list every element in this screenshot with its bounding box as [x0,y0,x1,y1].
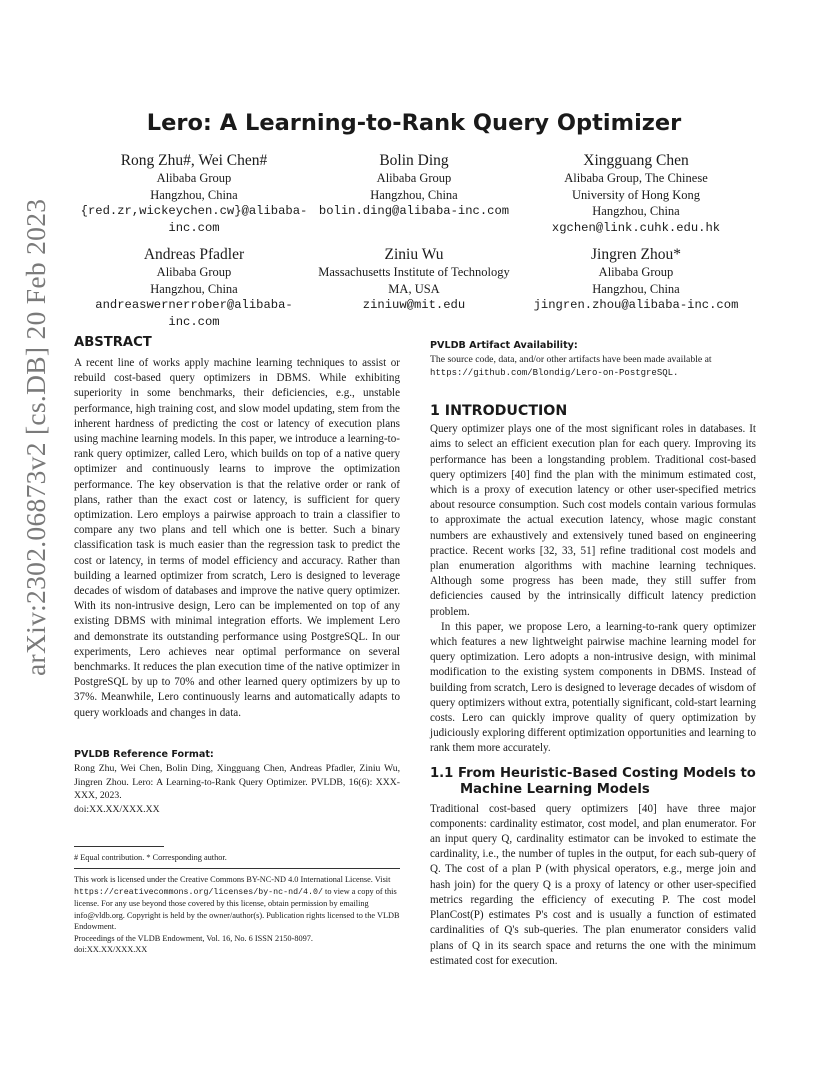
subsection-heading-line1: 1.1 From Heuristic-Based Costing Models to [430,765,756,781]
abstract-body [74,356,400,721]
license-rule [74,868,400,869]
license-doi: doi:XX.XX/XXX.XX [74,945,148,954]
reference-format-heading: PVLDB Reference Format: [74,749,214,760]
artifact-text: The source code, data, and/or other artifacts have been made available at [430,353,712,365]
author-name: Xingguang Chen [583,152,689,169]
author-email: {red.zr,wickeychen.cw}@alibaba- [80,204,308,219]
author-email: ziniuw@mit.edu [362,298,466,313]
author-email: jingren.zhou@alibaba-inc.com [533,298,739,313]
author-location: Hangzhou, China [370,187,458,202]
reference-format-doi: doi:XX.XX/XXX.XX [74,804,160,816]
artifact-availability [430,339,756,380]
introduction-section [430,404,756,969]
footnote-rule [74,846,164,847]
author-email: xgchen@link.cuhk.edu.hk [551,220,721,235]
author-email: bolin.ding@alibaba-inc.com [318,204,510,219]
author-affiliation: Alibaba Group [598,265,674,279]
author-location: Hangzhou, China [150,187,238,202]
intro-paragraph-2: In this paper, we propose Lero, a learning-to-rank query optimizer which features a new lightweight pairwise machine learning model for query optimization. Lero adopts a non-intrusive design, with minimal modification to the existing system components in DBMS. Instead of building from scratch, Lero is designed to leverage decades of wisdom of query optimizers without extra, potentially significant, cold-start learning costs. Lero can quickly improve quality of query optimization by judiciously exploring different optimization opportunities and learning to rank them more accurately. [430,620,756,755]
artifact-heading: PVLDB Artifact Availability: [430,340,578,351]
intro-paragraph-1: Query optimizer plays one of the most significant roles in databases. It aims to select an efficient execution plan for each query. Improving its performance has been a longstanding problem. Traditional cost-based query optimizers [40] find the plan with the minimum estimated cost, which is a proxy of execution latency or other user-specified metrics about resource consumption. Such cost models contain various formulas to approximate the actual execution latency, whose magic constant numbers are exhaustively and extensively tuned based on engineering practice. Recent works [32, 33, 51] refine traditional cost models and plan enumeration algorithms with machine learning techniques. Although some progress has been made, they still suffer from deficiencies caused by the intrinsically difficult latency prediction problem. [430,423,756,618]
abstract-text: A recent line of works apply machine learning techniques to assist or rebuild cost-based query optimizers in DBMS. While exhibiting superiority in some benchmarks, their deficiencies, e.g., unstable performance, high training cost, and slow model updating, stem from the inherent hardness of predicting the cost or latency of execution plans using machine learning models. In this paper, we introduce a learning-to-rank query optimizer, called Lero, which builds on top of a native query optimizer and continuously learns to improve the optimization performance. The key observation is that the relative order or rank of plans, rather than the exact cost or latency, is sufficient for query optimization. Lero employs a pairwise approach to train a classifier to compare any two plans and tell which one is better. Such a binary classification task is much easier than the regression task to predict the cost or latency, in terms of model efficiency and accuracy. Rather than building a learned optimizer from scratch, Lero is designed to leverage decades of wisdom of databases and improve the native query optimizer. With its non-intrusive design, Lero can be implemented on top of any existing DBMS with minimal integration efforts. We implement Lero and demonstrate its outstanding performance using PostgreSQL. In our experiments, Lero achieves near optimal performance on several benchmarks. It reduces the plan execution time of the native optimizer in PostgreSQL by up to 70% and other learned query optimizers by up to 37%. Meanwhile, Lero continuously learns and automatically adapts to query workloads and changes in data. [74,357,400,719]
author-block-4 [74,245,314,330]
arxiv-identifier: arXiv:2302.06873v2 [cs.DB] 20 Feb 2023 [20,198,51,676]
license-block [74,874,400,956]
license-url[interactable]: https://creativecommons.org/licenses/by-nc-nd/4.0/ [74,887,323,897]
footnote: # Equal contribution. * Corresponding author. [74,853,227,862]
paper-title: Lero: A Learning-to-Rank Query Optimizer [146,110,682,136]
author-affiliation: Alibaba Group [376,171,452,185]
reference-format-text: Rong Zhu, Wei Chen, Bolin Ding, Xingguang Chen, Andreas Pfadler, Ziniu Wu, Jingren Zhou. Lero: A Learning-to-Rank Query Optimizer. PVLDB, 16(6): XXX-XXX, 2023. [74,762,400,802]
author-block-1 [74,151,314,236]
license-text: This work is licensed under the Creative Commons BY-NC-ND 4.0 International License. Visit [74,875,391,884]
author-location: Hangzhou, China [592,281,680,296]
license-text-cont: to view a copy of this license. For any use beyond those covered by this license, obtain permission by emailing info@vldb.org. Copyright is held by the owner/author(s). Publication rights licensed to the VLDB Endowment. [74,886,400,931]
author-name: Andreas Pfadler [143,246,245,263]
author-affiliation: Alibaba Group [156,265,232,279]
intro-heading: 1 INTRODUCTION [430,403,568,419]
author-name: Rong Zhu#, Wei Chen# [120,152,268,169]
reference-format [74,748,400,817]
author-affiliation: Alibaba Group [156,171,232,185]
abstract-heading: ABSTRACT [74,335,152,350]
author-block-5 [294,245,534,314]
author-affiliation-cont: University of Hong Kong [571,187,701,202]
author-email-cont: inc.com [168,314,220,329]
artifact-url[interactable]: https://github.com/Blondig/Lero-on-PostgreSQL. [430,367,679,378]
author-block-3 [516,151,756,236]
author-block-2 [294,151,534,220]
proceedings: Proceedings of the VLDB Endowment, Vol. 16, No. 6 ISSN 2150-8097. [74,933,313,943]
author-block-6 [516,245,756,314]
author-name: Ziniu Wu [384,246,444,263]
author-name: Bolin Ding [379,152,449,169]
author-affiliation: Massachusetts Institute of Technology [318,265,510,279]
author-location: Hangzhou, China [592,204,680,219]
author-email-cont: inc.com [168,220,220,235]
subsection-1-1-text: Traditional cost-based query optimizers [40] have three major components: cardinality estimator, cost model, and plan enumerator. For an input query Q, cardinality estimator can be invoked to estimate the cardinality, i.e., the number of tuples in the output, for each sub-query of Q. The cost of a plan P (with physical operators, e.g., merge join and hash join) for the query Q is a proxy of latency or other user-specified metrics regarding the efficiency of executing P. The cost model PlanCost(P) estimates P's cost and is usually a function of estimated cardinalities of Q's sub-queries. The plan enumerator considers valid plans of Q in its search space and returns the one with the minimum estimated cost for execution. [430,802,756,967]
author-location: Hangzhou, China [150,281,238,296]
author-affiliation: Alibaba Group, The Chinese [564,171,708,185]
author-email: andreaswernerrober@alibaba- [95,298,293,313]
subsection-heading-line2: Machine Learning Models [460,782,650,798]
author-location: MA, USA [388,281,440,296]
subsection-1-1-heading [430,766,756,799]
author-name: Jingren Zhou* [591,246,681,263]
